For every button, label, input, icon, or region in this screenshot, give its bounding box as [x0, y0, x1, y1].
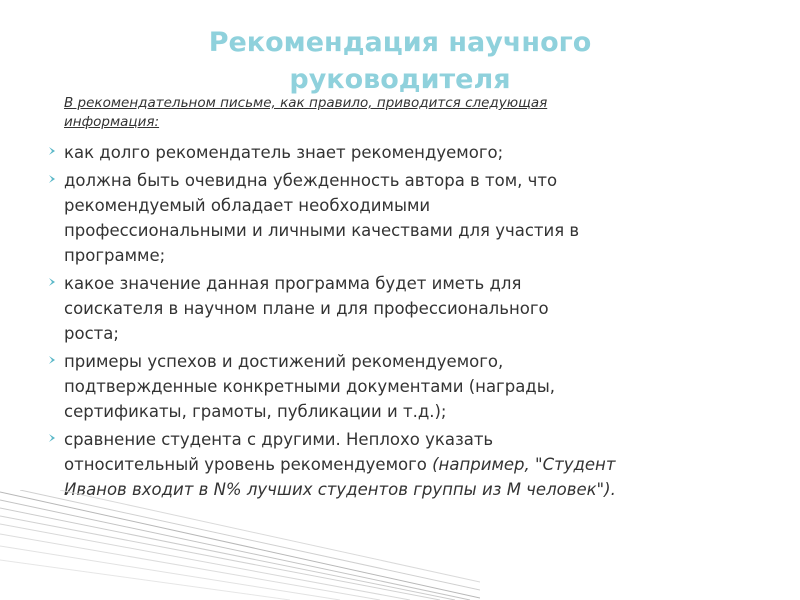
bullet-line: сравнение студента с другими. Неплохо указать [64, 430, 494, 449]
bullet-item-achievements [48, 349, 748, 424]
bullet-line: подтвержденные конкретными документами (награды, [64, 377, 555, 396]
bullet-line: профессиональными и личными качествами для участия в [64, 221, 580, 240]
bullet-icon [48, 433, 58, 443]
bullet-line: как долго рекомендатель знает рекомендуемого; [64, 143, 504, 162]
bullet-item-duration [48, 140, 748, 165]
title-line-2: руководителя [289, 64, 511, 95]
bullet-item-conviction [48, 168, 748, 268]
bullet-line: сертификаты, грамоты, публикации и т.д.); [64, 402, 447, 421]
bullet-icon [48, 146, 58, 156]
bullet-text-normal: относительный уровень рекомендуемого [64, 455, 433, 474]
bullet-text-italic: (например, "Студент [432, 455, 616, 474]
bullet-line: программе; [64, 246, 166, 265]
bullet-line: рекомендуемый обладает необходимыми [64, 196, 431, 215]
bullet-icon [48, 174, 58, 184]
bullet-line: роста; [64, 324, 119, 343]
bullet-line: какое значение данная программа будет иметь для [64, 274, 522, 293]
bullet-list [48, 140, 748, 505]
bullet-line: примеры успехов и достижений рекомендуемого, [64, 352, 504, 371]
title-line-1: Рекомендация научного [208, 27, 592, 58]
bullet-line: должна быть очевидна убежденность автора в том, что [64, 171, 558, 190]
intro-line-2: информация: [64, 114, 160, 130]
bullet-item-program-value [48, 271, 748, 346]
diagonal-lines-decoration [0, 490, 480, 600]
bullet-icon [48, 277, 58, 287]
slide-title [0, 24, 800, 98]
bullet-line [64, 452, 748, 477]
intro-text [64, 94, 724, 132]
intro-line-1: В рекомендательном письме, как правило, приводится следующая [64, 95, 548, 111]
bullet-icon [48, 355, 58, 365]
bullet-line-italic: Иванов входит в N% лучших студентов группы из M человек"). [64, 480, 616, 499]
bullet-line: соискателя в научном плане и для профессионального [64, 299, 549, 318]
